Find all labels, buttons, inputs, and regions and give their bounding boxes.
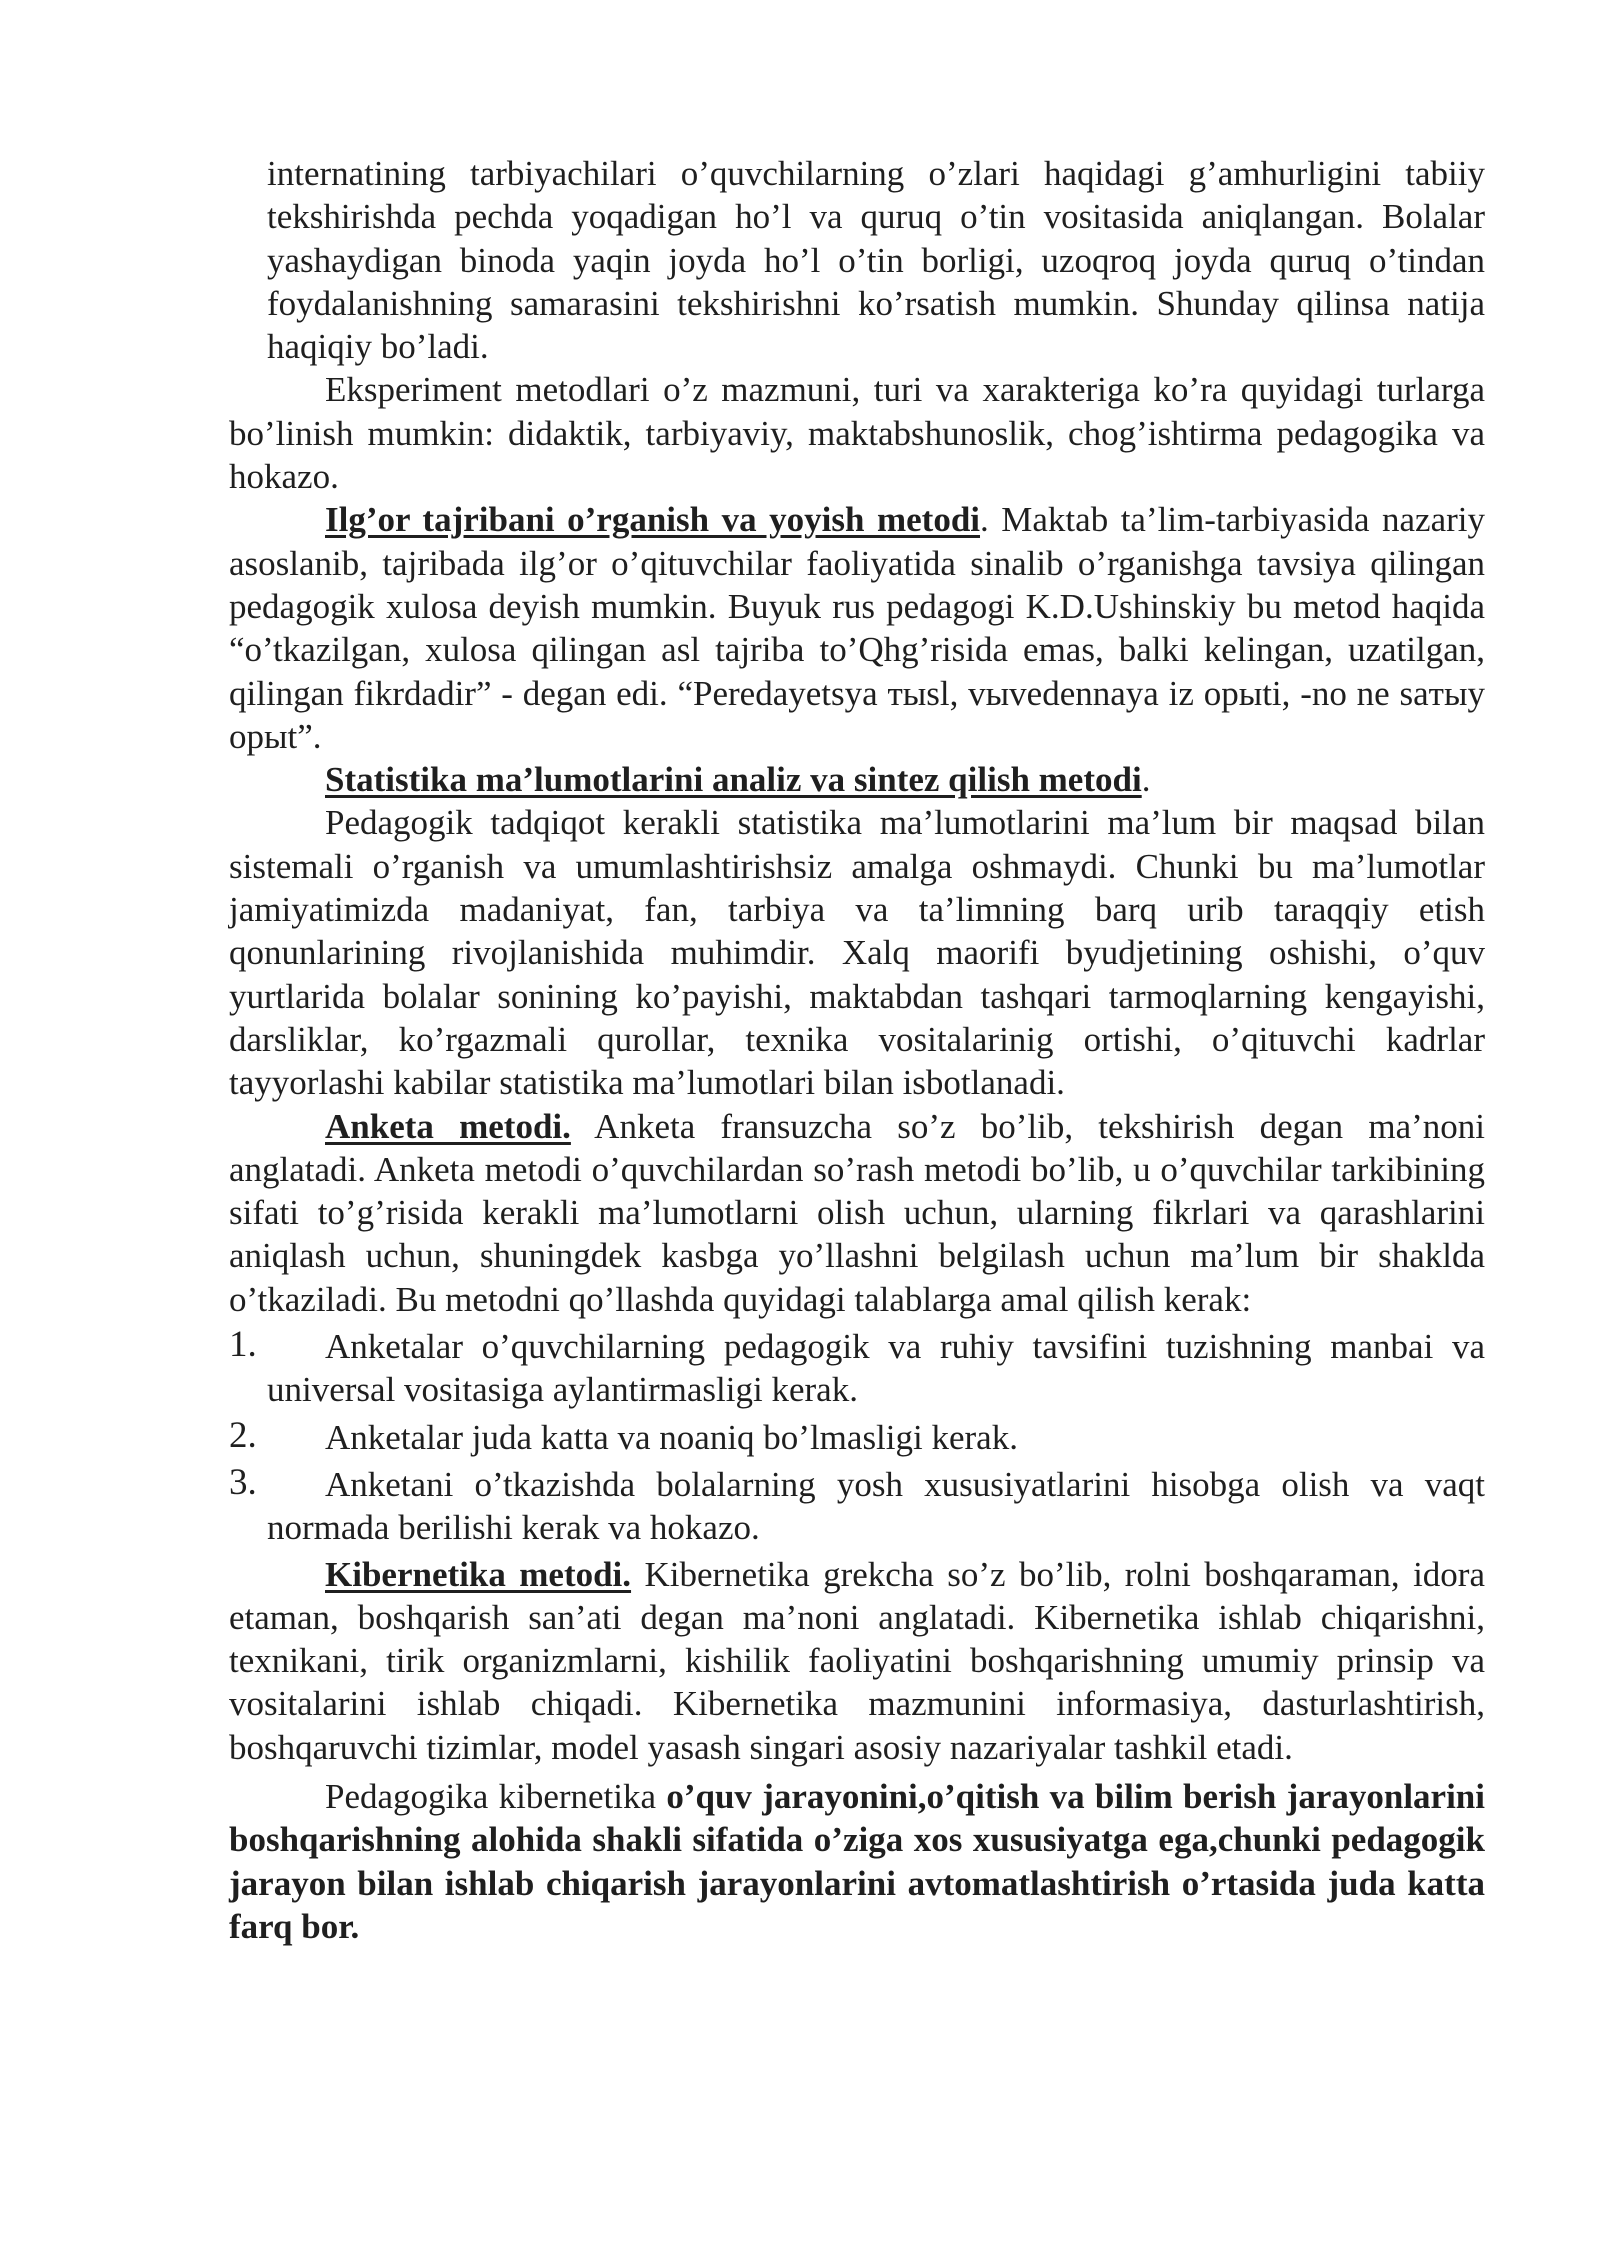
list-item-number: 3. [229,1461,257,1503]
list-item [229,1463,1485,1550]
anketa-paragraph [229,1105,1485,1321]
pedagogika-lead: Pedagogika kibernetika [325,1776,667,1816]
anketa-heading: Anketa metodi. [325,1106,571,1146]
ilgor-heading: Ilg’or tajribani o’rganish va yoyish metodi [325,500,981,540]
kibernetika-paragraph [229,1553,1485,1769]
ilgor-text: . Maktab ta’lim-tarbiyasida nazariy asoslanib, tajribada ilg’or o’qituvchilar faoliyatida sinalib o’rganishga tavsiya qilingan pedagogik xulosa deyish mumkin. Buyuk rus pedagogi K.D.Ushinskiy bu metod haqida “o’tkazilgan, xulosa qilingan asl tajriba to’Qhg’risida emas, balki kelingan, uzatilgan, qilingan fikrdadir” - degan edi. “Peredayetsya тыsl, vыvedennaya iz орыti, -no ne saтыу орыt”. [229,500,1485,756]
statistika-paragraph [229,801,1485,1104]
document-page [229,152,1485,1948]
list-item-text: Anketalar o’quvchilarning pedagogik va ruhiy tavsifini tuzishning manbai va universal vositasiga aylantirmasligi kerak. [267,1327,1485,1410]
anketa-text: Anketa fransuzcha so’z bo’lib, tekshirish degan ma’noni anglatadi. Anketa metodi o’quvchilardan so’rash metodi bo’lib, u o’quvchilar tarkibining sifati to’g’risida kerakli ma’lumotlarni olish uchun, ularning fikrlari va qarashlarini aniqlash uchun, shuningdek kasbga yo’llashni belgilash uchun ma’lum bir shaklda o’tkaziladi. Bu metodni qo’llashda quyidagi talablarga amal qilish kerak: [229,1106,1485,1319]
list-item-number: 2. [229,1414,257,1456]
list-item-number: 1. [229,1324,257,1366]
experiment-paragraph [229,368,1485,498]
kibernetika-heading: Kibernetika metodi. [325,1554,632,1594]
intro-text: internatining tarbiyachilari o’quvchilarning o’zlari haqidagi g’amhurligini tabiiy tekshirishda pechda yoqadigan ho’l va quruq o’tin vositasida aniqlangan. Bolalar yashaydigan binoda yaqin joyda ho’l o’tin borligi, uzoqroq joyda quruq o’tindan foydalanishning samarasini tekshirishni ko’rsatish mumkin. Shunday qilinsa natija haqiqiy bo’ladi. [267,154,1485,367]
experiment-text: Eksperiment metodlari o’z mazmuni, turi va xarakteriga ko’ra quyidagi turlarga bo’linish mumkin: didaktik, tarbiyaviy, maktabshunoslik, chog’ishtirma pedagogika va hokazo. [229,370,1485,497]
anketa-requirements-list [229,1325,1485,1549]
pedagogika-paragraph [229,1775,1485,1948]
statistika-text: Pedagogik tadqiqot kerakli statistika ma’lumotlarini ma’lum bir maqsad bilan sistemali o’rganish va umumlashtirishsiz amalga oshmaydi. Chunki bu ma’lumotlar jamiyatimizda madaniyat, fan, tarbiya va ta’limning barq urib taraqqiy etish qonunlarining rivojlanishida muhimdir. Xalq maorifi byudjetining oshishi, o’quv yurtlarida bolalar sonining ko’payishi, maktabdan tashqari tarmoqlarning kengayishi, darsliklar, ko’rgazmali qurollar, texnika vositalarinig ortishi, o’qituvchi kadrlar tayyorlashi kabilar statistika ma’lumotlari bilan isbotlanadi. [229,803,1485,1103]
list-item-text: Anketalar juda katta va noaniq bo’lmasligi kerak. [325,1417,1018,1457]
statistika-heading-suffix: . [1141,760,1151,800]
list-item-text: Anketani o’tkazishda bolalarning yosh xususiyatlarini hisobga olish va vaqt normada berilishi kerak va hokazo. [267,1464,1485,1548]
kibernetika-text: Kibernetika grekcha so’z bo’lib, rolni boshqaraman, idora etaman, boshqarish san’ati degan ma’noni anglatadi. Kibernetika ishlab chiqarishni, texnikani, tirik organizmlarni, kishilik faoliyatini boshqarishning umumiy prinsip va vositalarini ishlab chiqadi. Kibernetika mazmunini informasiya, dasturlashtirish, boshqaruvchi tizimlar, model yasash singari asosiy nazariyalar tashkil etadi. [229,1554,1485,1767]
statistika-heading: Statistika ma’lumotlarini analiz va sintez qilish metodi [325,760,1142,800]
list-item [229,1325,1485,1412]
list-item [229,1416,1485,1459]
pedagogika-bold-text: o’quv jarayonini,o’qitish va bilim berish jarayonlarini boshqarishning alohida shakli sifatida o’ziga xos xususiyatga ega,chunki pedagogik jarayon bilan ishlab chiqarish jarayonlarini avtomatlashtirish o’rtasida juda katta farq bor. [229,1776,1485,1946]
ilgor-paragraph [229,498,1485,758]
intro-paragraph [229,152,1485,368]
statistika-heading-line [229,758,1485,801]
